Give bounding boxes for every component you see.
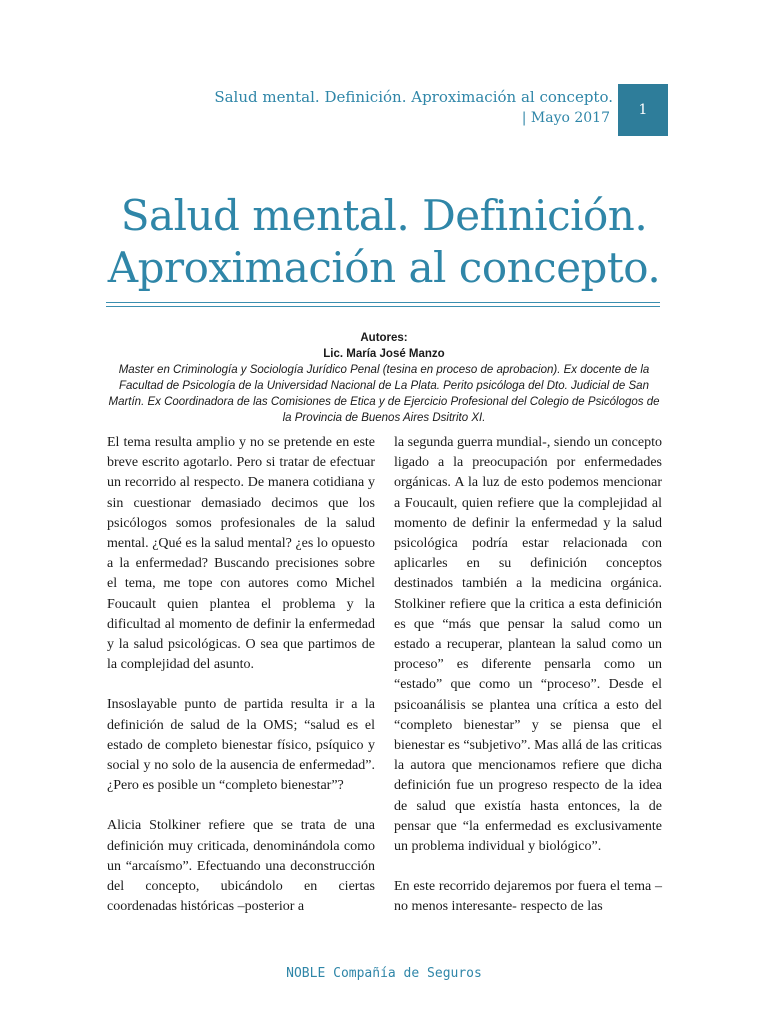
author-name: Lic. María José Manzo (323, 348, 445, 360)
paragraph: Alicia Stolkiner refiere que se trata de una definición muy criticada, denominándola como un “arcaísmo”. Efectuando una deconstrucción del concepto, ubicándolo en ciertas coordenadas históricas –posterior a (107, 818, 375, 915)
document-title (60, 190, 708, 294)
title-line-2: Aproximación al concepto. (107, 243, 661, 292)
paragraph: Insoslayable punto de partida resulta ir a la definición de salud de la OMS; “salud es el estado de completo bienestar físico, psíquico y social y no solo de la ausencia de enfermedad”. ¿Pero es posible un “completo bienestar”? (107, 697, 375, 794)
footer-company: NOBLE Compañía de Seguros (286, 966, 482, 981)
running-header-date: | Mayo 2017 (521, 110, 610, 126)
authors-label: Autores: (360, 332, 408, 344)
title-rule-top (106, 302, 660, 303)
authors-block (108, 330, 660, 426)
running-header-title: Salud mental. Definición. Aproximación al concepto. (214, 88, 613, 106)
title-line-1: Salud mental. Definición. (120, 191, 648, 240)
title-rule-bottom (106, 306, 660, 307)
paragraph: En este recorrido dejaremos por fuera el tema –no menos interesante- respecto de las (394, 879, 662, 915)
body-column-right (394, 433, 662, 938)
body-column-left (107, 433, 375, 937)
author-bio: Master en Criminología y Sociología Jurídico Penal (tesina en proceso de aprobacion). Ex docente de la Facultad de Psicología de la Universidad Nacional de La Plata. Perito psicóloga del Dto. Judicial de San Martín. Ex Coordinadora de las Comisiones de Etica y de Ejercicio Profesional del Colegio de Psicólogos de la Provincia de Buenos Aires Dsitrito XI. (108, 364, 660, 424)
page-number: 1 (638, 102, 648, 118)
paragraph: la segunda guerra mundial-, siendo un concepto ligado a la preocupación por enfermedades orgánicas. A la luz de esto podemos mencionar a Foucault, quien refiere que la complejidad al momento de definir la enfermedad y la salud psicológica podría estar relacionada con aplicarles en su definición conceptos destinados también a la medicina orgánica. Stolkiner refiere que la critica a esta definición es que “más que pensar la salud como un estado a recuperar, plantean la salud como un proceso” es diferente pensarla como un “estado” que como un “proceso”. Desde el psicoanálisis se plantea una crítica a esto del “completo bienestar” y se piensa que el bienestar es “subjetivo”. Mas allá de las criticas la autora que mencionamos refiere que dicha definición fue un progreso respecto de la idea de salud que existía hasta entonces, la de pensar que “la enfermedad es exclusivamente un problema individual y biológico”. (394, 435, 662, 855)
page-number-badge (618, 84, 668, 136)
paragraph: El tema resulta amplio y no se pretende en este breve escrito agotarlo. Pero si tratar de efectuar un recorrido al respecto. De manera cotidiana y sin cuestionar demasiado decimos que los psicólogos somos profesionales de la salud mental. ¿Qué es la salud mental? ¿es lo opuesto a la enfermedad? Buscando precisiones sobre el tema, me tope con autores como Michel Foucault quien plantea el problema y la dificultad al momento de definir la enfermedad y la salud psicológicas. O sea que partimos de la complejidad del asunto. (107, 435, 375, 673)
